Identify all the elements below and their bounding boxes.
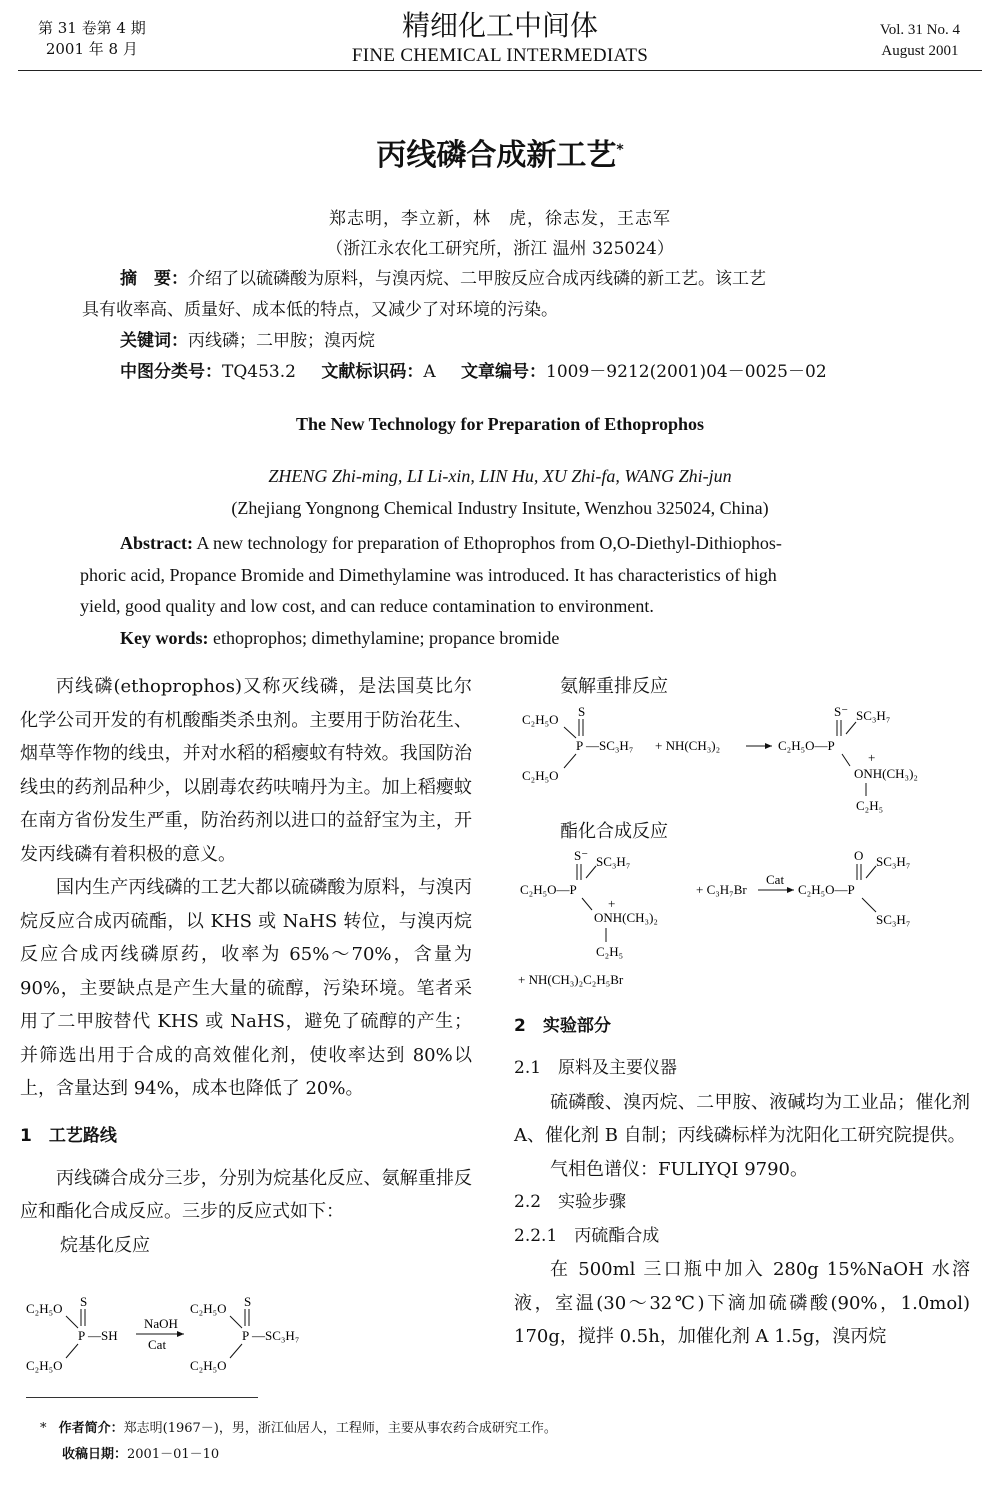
rxn1-s: S [80,1296,88,1309]
section-2-2-1-heading: 2.2.1 丙硫酯合成 [514,1225,660,1246]
article-number: 1009－9212(2001)04－0025－02 [546,362,827,382]
classification [82,357,922,388]
rxn2-p: P [576,738,584,753]
footnote-rule [26,1397,258,1398]
abstract-cn-line1: 介绍了以硫磷酸为原料，与溴丙烷、二甲胺反应合成丙线磷的新工艺。该工艺 [188,269,766,289]
abstract-en-label: Abstract: [120,533,193,553]
materials-paragraph: 硫磷酸、溴丙烷、二甲胺、液碱均为工业品；催化剂 A、催化剂 B 自制；丙线磷标样为沈阳化工研究院提供。 [514,1091,970,1146]
rxn2-prod-c2h5: C₂H₅ [856,798,884,813]
rxn2-amine: + NH(CH₃)₂ [655,738,721,753]
bio-label: 作者简介： [58,1421,124,1436]
title-footnote-mark: * [616,142,624,158]
rxn3-prod-c2h5o-p: C₂H₅O—P [798,882,855,897]
abstract-cn-line2: 具有收率高、质量好、成本低的特点，又减少了对环境的污染。 [82,300,558,320]
rxn1-catalyst: Cat [148,1337,167,1352]
footnote-received [62,1442,219,1468]
rxn2-c2h5o-bottom: C₂H₅O [522,768,559,783]
instrument-paragraph: 气相色谱仪：FULIYQI 9790。 [550,1158,809,1180]
rxn1-prod-c2h5o-bottom: C₂H₅O [190,1358,227,1373]
intro-paragraph: 丙线磷(ethoprophos)又称灭线磷，是法国莫比尔化学公司开发的有机酸酯类杀虫剂。主要用于防治花生、烟草等作物的线虫，并对水稻的稻瘿蚊有特效。我国防治线虫的药剂品种少，以剧毒农药呋喃丹为主。加上稻瘿蚊在南方省份发生严重，防治药剂以进口的益舒宝为主，开发丙线磷有着积极的意义。 [20,676,472,865]
journal-name-en: FINE CHEMICAL INTERMEDIATS [351,45,649,66]
rxn1-c2h5o-top: C₂H₅O [26,1301,63,1316]
abstract-en [80,528,920,654]
section-2-1-heading: 2.1 原料及主要仪器 [514,1058,678,1078]
background-paragraph: 国内生产丙线磷的工艺大都以硫磷酸为原料，与溴丙烷反应合成丙硫酯，以 KHS 或 NaHS 转位，与溴丙烷反应合成丙线磷原药，收率为 65%～70%，含量为 90%，主要缺点是产生大量的硫醇，污染环境。笔者采用了二甲胺替代 KHS 或 NaHS，避免了硫醇的产生；并筛选出用于合成的高效催化剂，使收率达到 80%以上，含量达到 94%，成本也降低了 20%。 [20,877,472,1099]
section-1-heading: 1 工艺路线 [20,1125,117,1146]
footnote-mark: * [40,1421,47,1436]
section-2-heading: 2 实验部分 [514,1016,611,1036]
rxn1-title: 烷基化反应 [60,1234,150,1256]
abstract-cn [82,264,922,388]
reaction-3-scheme [510,850,980,990]
rxn1-prod-sc3h7: —SC₃H₇ [252,1328,300,1343]
procedure-paragraph: 在 500ml 三口瓶中加入 280g 15%NaOH 水溶液，室温(30～32℃)下滴加硫磷酸(90%，1.0mol) 170g，搅拌 0.5h，加催化剂 A 1.5g，溴丙烷 [514,1259,970,1347]
footnote-bio [40,1416,557,1442]
bio-text: 郑志明(1967－)，男，浙江仙居人，工程师，主要从事农药合成研究工作。 [123,1421,557,1436]
abstract-cn-label: 摘 要： [120,269,188,289]
clc-code: TQ453.2 [222,362,296,382]
abstract-en-line2: phoric acid, Propance Bromide and Dimethylamine was introduced. It has characteristics of high [80,564,777,585]
date-cn: 2001 年 8 月 [45,40,138,58]
rxn2-prod-plus: + [868,750,876,765]
keywords-cn-label: 关键词： [120,331,188,351]
header-rule [18,70,982,71]
abstract-en-line1: A new technology for preparation of Ethoprophos from O,O-Diethyl-Dithiophos- [196,533,782,553]
paper-title-cn [0,130,1000,174]
reaction-2-scheme [520,700,980,818]
rxn3-catalyst: Cat [766,872,785,887]
keywords-en-label: Key words: [120,627,209,648]
doc-code-label: 文献标识码： [321,362,424,382]
reaction-1-scheme [24,1296,354,1382]
affiliation-en: (Zhejiang Yongnong Chemical Industry Insitute, Wenzhou 325024, China) [231,498,769,518]
rxn2-sc3h7: —SC₃H₇ [586,738,634,753]
rxn3-onh: ONH(CH₃)₂ [594,910,658,925]
volume-en: Vol. 31 No. 4 [879,22,960,38]
rxn1-sh: —SH [88,1328,118,1343]
rxn3-prod-o: O [854,850,864,863]
rxn2-prod-s-minus: S⁻ [834,704,849,719]
rxn2-s: S [578,704,586,719]
right-column [514,1008,970,1354]
rxn1-prod-s: S [244,1296,252,1309]
route-paragraph: 丙线磷合成分三步，分别为烷基化反应、氨解重排反应和酯化合成反应。三步的反应式如下： [20,1167,472,1222]
rxn3-c2h5o-p: C₂H₅O—P [520,882,577,897]
clc-label: 中图分类号： [120,362,222,382]
rxn3-plus: + [608,896,616,911]
authors-en: ZHENG Zhi-ming, LI Li-xin, LIN Hu, XU Zhi-fa, WANG Zhi-jun [268,466,732,486]
rxn2-prod-sc3h7: SC₃H₇ [856,708,891,723]
rxn1-c2h5o-bottom: C₂H₅O [26,1358,63,1373]
rxn3-prod-sc3h7-bottom: SC₃H₇ [876,912,911,927]
title-text: 丙线磷合成新工艺 [376,138,617,173]
abstract-en-line3: yield, good quality and low cost, and can reduce contamination to environment. [80,596,654,616]
rxn2-prod-c2h5o-p: C₂H₅O—P [778,738,835,753]
date-en: August 2001 [881,43,959,59]
rxn2-title: 氨解重排反应 [560,676,668,697]
rxn1-prod-c2h5o-top: C₂H₅O [190,1301,227,1316]
rxn3-byproduct: + NH(CH₃)₂C₂H₅Br [518,972,624,987]
received-label: 收稿日期： [62,1447,128,1462]
rxn2-c2h5o-top: C₂H₅O [522,712,559,727]
issue-info-cn [38,18,146,60]
volume-cn: 第 31 卷第 4 期 [38,19,146,37]
rxn3-reagent: + C₃H₇Br [696,882,747,897]
rxn2-prod-onh: ONH(CH₃)₂ [854,766,918,781]
rxn1-p: P [78,1328,86,1343]
rxn3-prod-sc3h7-top: SC₃H₇ [876,854,911,869]
rxn1-reagent: NaOH [144,1316,178,1331]
left-column [20,670,472,1262]
section-2-2-heading: 2.2 实验步骤 [514,1192,627,1212]
keywords-en: ethoprophos; dimethylamine; propance bromide [213,627,560,648]
keywords-cn: 丙线磷；二甲胺；溴丙烷 [188,331,375,351]
article-number-label: 文章编号： [461,362,547,382]
received-date: 2001－01－10 [127,1447,220,1462]
issue-info-en [880,20,960,62]
rxn1-prod-p: P [242,1328,250,1343]
rxn3-c2h5: C₂H₅ [596,944,624,959]
journal-name [300,8,700,68]
rxn3-sc3h7: SC₃H₇ [596,854,631,869]
paper-title-en: The New Technology for Preparation of Ethoprophos [295,414,705,434]
rxn3-s-minus: S⁻ [574,850,589,863]
rxn3-title: 酯化合成反应 [560,821,668,842]
authors-cn: 郑志明，李立新，林 虎，徐志发，王志军 [329,209,671,229]
affiliation-cn: （浙江永农化工研究所，浙江 温州 325024） [326,239,674,259]
doc-code: A [423,362,436,382]
journal-name-cn: 精细化工中间体 [401,9,598,42]
